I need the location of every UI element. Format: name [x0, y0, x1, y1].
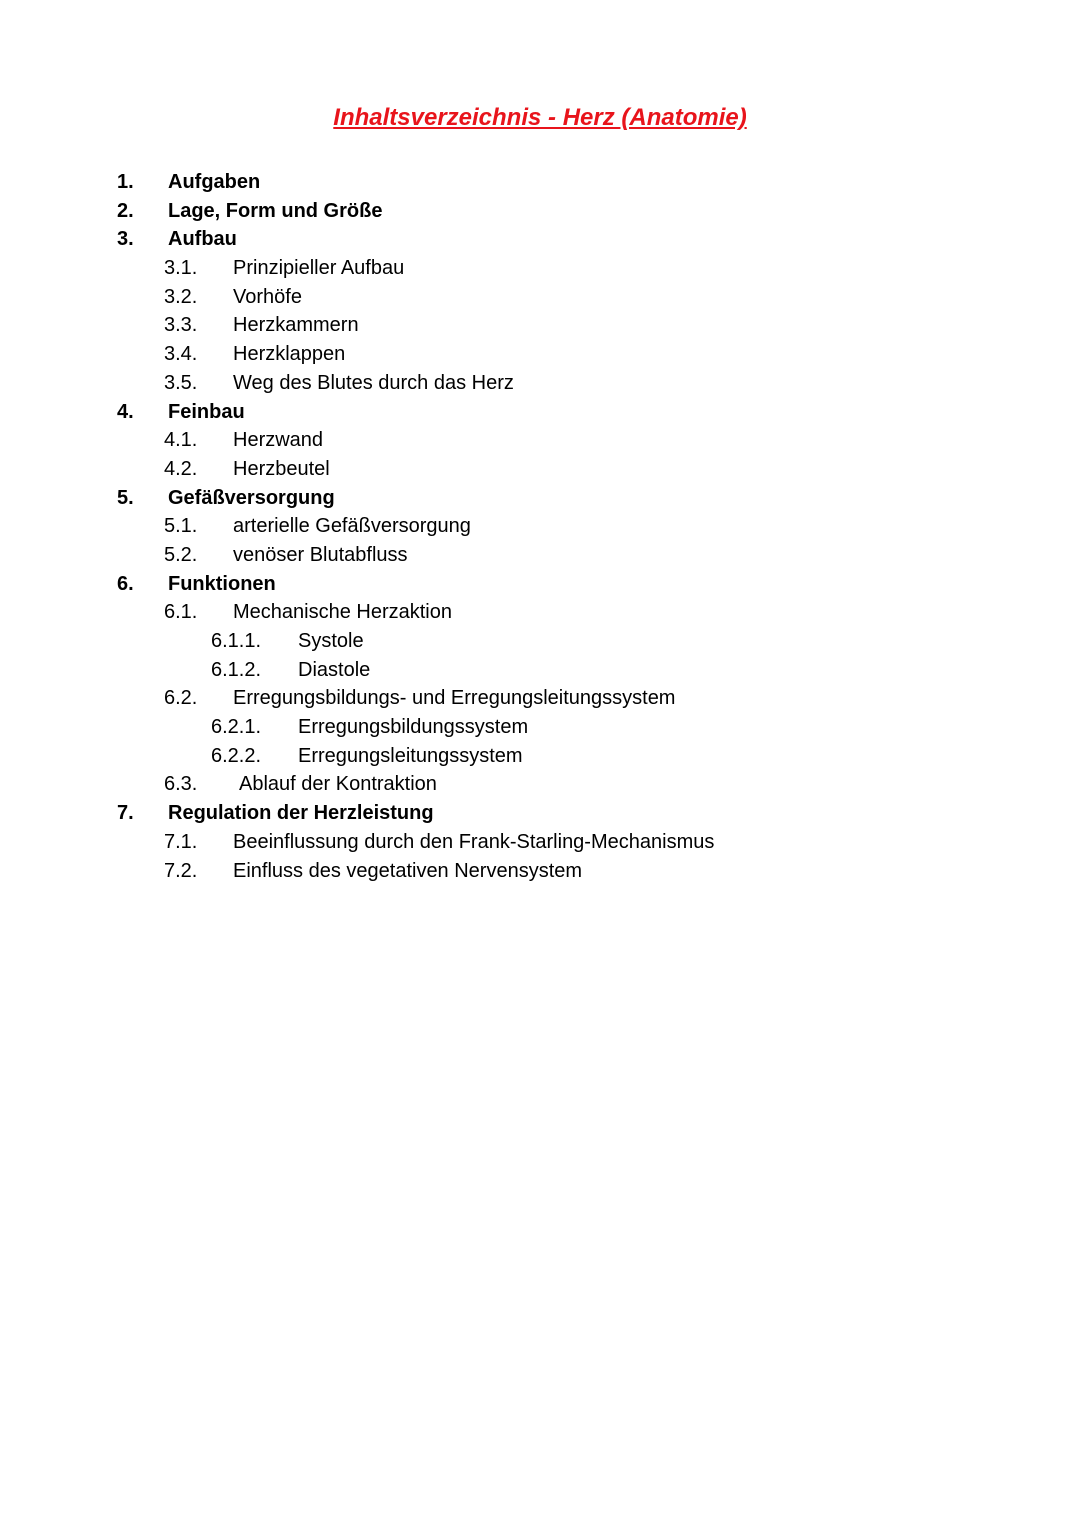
- toc-number: 2.: [117, 199, 134, 222]
- toc-number: 3.1.: [164, 257, 198, 280]
- toc-entry: [0, 283, 1080, 312]
- toc-number: 4.2.: [164, 457, 198, 480]
- toc-number: 6.1.1.: [211, 630, 262, 652]
- toc-number: 3.4.: [164, 343, 198, 366]
- toc-entry: [0, 369, 1080, 398]
- toc-label: Erregungsbildungssystem: [298, 716, 529, 739]
- toc-entry: [0, 570, 1080, 599]
- toc-number: 6.2.2.: [211, 744, 262, 767]
- toc-label: Einfluss des vegetativen Nervensystem: [233, 859, 583, 882]
- toc-entry: [0, 398, 1080, 427]
- toc-label: Gefäßversorgung: [168, 486, 335, 509]
- toc-number: 7.: [117, 802, 134, 825]
- toc-entry: [0, 828, 1080, 857]
- toc-number: 5.: [117, 486, 134, 509]
- table-of-contents: [0, 168, 1080, 885]
- toc-number: 3.: [117, 228, 134, 251]
- toc-label: Herzkammern: [233, 314, 359, 337]
- toc-label: Herzwand: [233, 429, 324, 452]
- toc-label: Diastole: [298, 658, 371, 681]
- toc-label: Aufbau: [168, 228, 237, 251]
- toc-entry: [0, 656, 1080, 685]
- toc-label: Erregungsbildungs- und Erregungsleitungssystem: [233, 687, 676, 710]
- toc-label: Erregungsleitungssystem: [298, 744, 523, 767]
- toc-entry: [0, 799, 1080, 828]
- toc-number: 6.1.: [164, 601, 198, 624]
- toc-number: 7.1.: [164, 830, 198, 853]
- toc-entry: [0, 455, 1080, 484]
- toc-label: Regulation der Herzleistung: [168, 802, 434, 825]
- toc-label: Prinzipieller Aufbau: [233, 257, 405, 280]
- toc-label: Weg des Blutes durch das Herz: [233, 371, 514, 394]
- toc-entry: [0, 311, 1080, 340]
- toc-number: 4.: [117, 400, 134, 423]
- toc-number: 5.2.: [164, 543, 198, 566]
- toc-entry: [0, 627, 1080, 656]
- toc-number: 1.: [117, 171, 134, 193]
- page-title: Inhaltsverzeichnis - Herz (Anatomie): [333, 104, 747, 131]
- toc-number: 5.1.: [164, 515, 198, 538]
- toc-entry: [0, 168, 1080, 197]
- toc-number: 3.2.: [164, 285, 198, 308]
- toc-label: Aufgaben: [168, 171, 261, 193]
- toc-entry: [0, 340, 1080, 369]
- toc-label: Vorhöfe: [233, 285, 302, 308]
- toc-label: Systole: [298, 630, 364, 652]
- toc-number: 3.5.: [164, 371, 198, 394]
- toc-label: Herzbeutel: [233, 457, 330, 480]
- toc-label: Herzklappen: [233, 343, 346, 366]
- toc-entry: [0, 426, 1080, 455]
- toc-entry: [0, 770, 1080, 799]
- toc-entry: [0, 541, 1080, 570]
- toc-number: 7.2.: [164, 859, 198, 882]
- toc-number: 6.2.: [164, 687, 198, 710]
- toc-number: 6.3.: [164, 773, 198, 796]
- toc-entry: [0, 684, 1080, 713]
- toc-number: 4.1.: [164, 429, 198, 452]
- toc-entry: [0, 742, 1080, 771]
- toc-label: Mechanische Herzaktion: [233, 601, 452, 624]
- toc-number: 3.3.: [164, 314, 198, 337]
- toc-entry: [0, 598, 1080, 627]
- toc-entry: [0, 225, 1080, 254]
- toc-number: 6.: [117, 572, 134, 595]
- toc-entry: [0, 857, 1080, 886]
- toc-label: Feinbau: [168, 400, 245, 423]
- toc-label: Funktionen: [168, 572, 276, 595]
- toc-label: Beeinflussung durch den Frank-Starling-Mechanismus: [233, 830, 715, 853]
- toc-number: 6.1.2.: [211, 658, 262, 681]
- toc-entry: [0, 484, 1080, 513]
- toc-entry: [0, 512, 1080, 541]
- toc-entry: [0, 713, 1080, 742]
- toc-label: Ablauf der Kontraktion: [239, 773, 437, 796]
- toc-label: venöser Blutabfluss: [233, 543, 408, 566]
- toc-label: arterielle Gefäßversorgung: [233, 515, 471, 538]
- toc-entry: [0, 197, 1080, 226]
- toc-label: Lage, Form und Größe: [168, 199, 383, 222]
- toc-number: 6.2.1.: [211, 716, 262, 739]
- toc-entry: [0, 254, 1080, 283]
